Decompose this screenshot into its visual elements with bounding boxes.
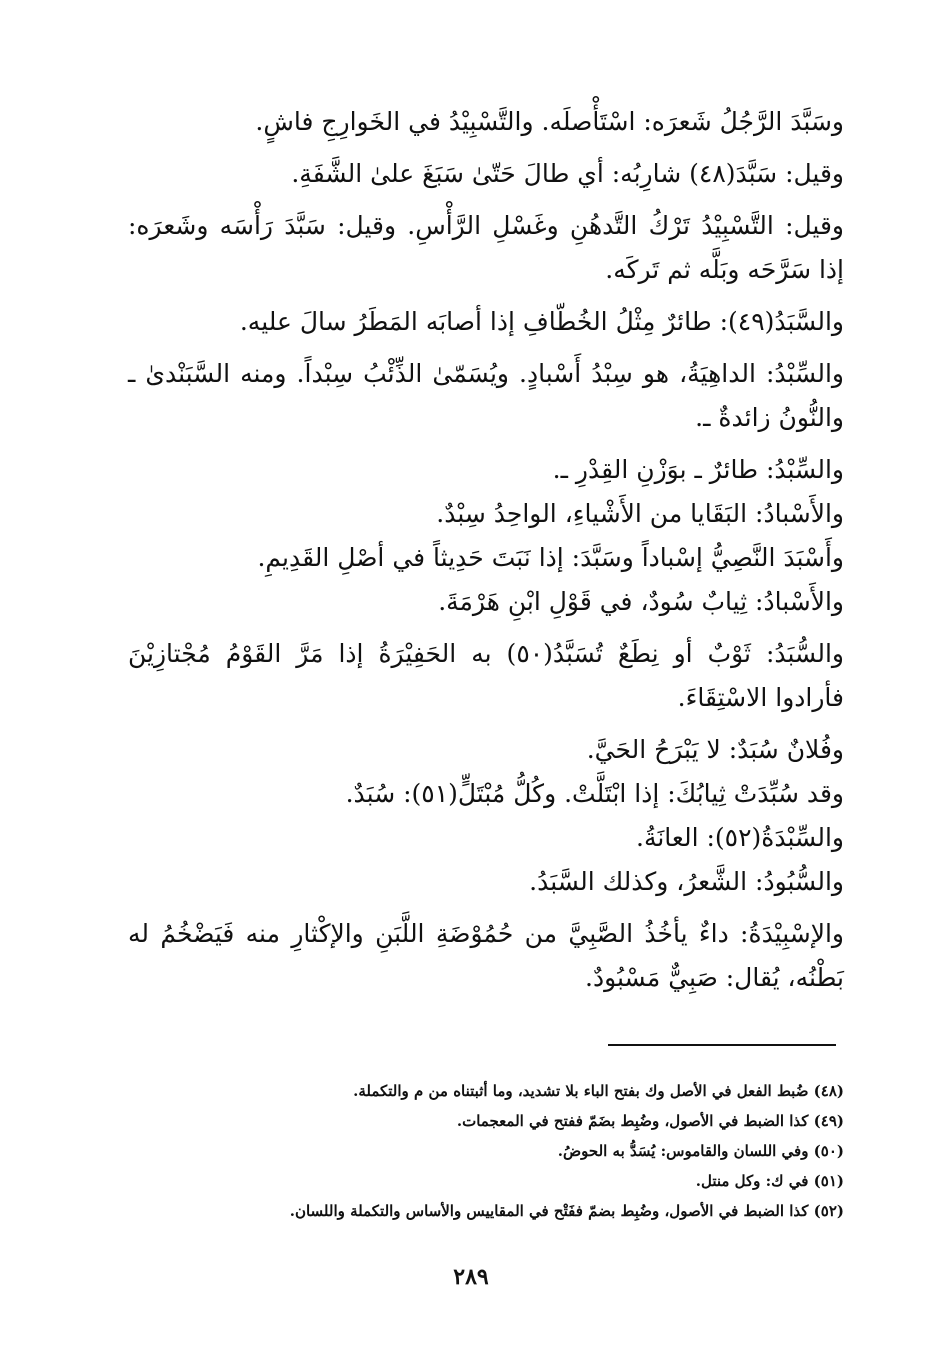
paragraph-14: والسُّبُودُ: الشَّعرُ، وكذلك السَّبَدُ.	[529, 867, 844, 896]
paragraph-12: وقد سُبِّدَتْ ثِيابُكَ: إذا ابْتَلَّتْ. وكُلُّ مُبْتَلٍّ(٥١): سُبَدٌ.	[345, 779, 844, 808]
page-number: ٢٨٩	[453, 1264, 489, 1290]
main-text	[128, 100, 844, 1008]
paragraph-3: وقيل: التَّسْبِيْدُ تَرْكُ التَّدهُنِ وغَسْلِ الرَّأْسِ. وقيل: سَبَّدَ رَأْسَه وشَعرَه: إذا سَرَّحَه وبَلَّه ثم تَركَه.	[128, 211, 844, 284]
paragraph-11: وفُلانٌ سُبَدٌ: لا يَبْرَحُ الحَيَّ.	[586, 735, 844, 764]
paragraph-1: وسَبَّدَ الرَّجُلُ شَعرَه: اسْتَأْصلَه. والتَّسْبِيْدُ في الخَوارِجِ فاشٍ.	[255, 107, 844, 136]
footnote-49: (٤٩) كذا الضبط في الأصول، وضُبِط بضَمّ ففتح في المعجمات.	[456, 1112, 844, 1130]
paragraph-8: وأَسْبَدَ النَّصِيُّ إسْباداً وسَبَّدَ: إذا نَبَتَ حَدِيثاً في أصْلِ القَدِيمِ.	[257, 543, 844, 572]
footnotes	[128, 1076, 844, 1226]
paragraph-6: والسِّبْدُ: طائرٌ ـ بوَزْنِ القِدْرِ ـ.	[552, 455, 844, 484]
paragraph-10: والسُّبَدُ: ثَوْبٌ أو نِطَعٌ تُسَبَّدُ(٥٠) به الحَفِيْرَةُ إذا مَرَّ القَوْمُ مُجْتازِيْنَ فأرادوا الاسْتِقَاءَ.	[128, 639, 844, 712]
paragraph-9: والأَسْبادُ: ثِيابٌ سُودٌ، في قَوْلِ ابْنِ هَرْمَةَ.	[438, 587, 844, 616]
paragraph-7: والأَسْبادُ: البَقَايا من الأَشْياءِ، الواحِدُ سِبْدٌ.	[436, 499, 844, 528]
paragraph-13: والسِّبْدَةُ(٥٢): العانَةُ.	[636, 823, 844, 852]
footnote-52: (٥٢) كذا الضبط في الأصول، وضُبِط بضمّ ففَتْح في المقاييس والأساس والتكملة واللسان.	[289, 1202, 844, 1220]
paragraph-4: والسَّبَدُ(٤٩): طائرٌ مِثْلُ الخُطّافِ إذا أصابَه المَطَرُ سالَ عليه.	[239, 307, 844, 336]
paragraph-2: وقيل: سَبَّدَ(٤٨) شارِبُه: أي طالَ حَتّىٰ سَبَغَ علىٰ الشَّفَةِ.	[291, 159, 844, 188]
footnote-50: (٥٠) وفي اللسان والقاموس: يُسَدُّ به الحوضُ.	[557, 1142, 844, 1160]
paragraph-5: والسِّبْدُ: الداهِيَةُ، هو سِبْدُ أَسْبادٍ. ويُسَمّىٰ الذِّئْبُ سِبْداً. ومنه السَّبَنْدىٰ ـ والنُّونُ زائدةٌ ـ.	[128, 359, 844, 432]
footnote-48: (٤٨) ضُبط الفعل في الأصل وك بفتح الباء بلا تشديد، وما أثبتناه من م والتكملة.	[353, 1082, 844, 1100]
footnote-51: (٥١) في ك: وكل منتل.	[695, 1172, 844, 1190]
footnote-divider	[608, 1044, 836, 1046]
paragraph-15: والإسْبِيْدَةُ: داءٌ يأخُذُ الصَّبِيَّ من حُمُوْضَةِ اللَّبَنِ والإكْثارِ منه فَيَضْخُمُ له بَطْنُه، يُقال: صَبِيٌّ مَسْبُودٌ.	[128, 919, 844, 992]
